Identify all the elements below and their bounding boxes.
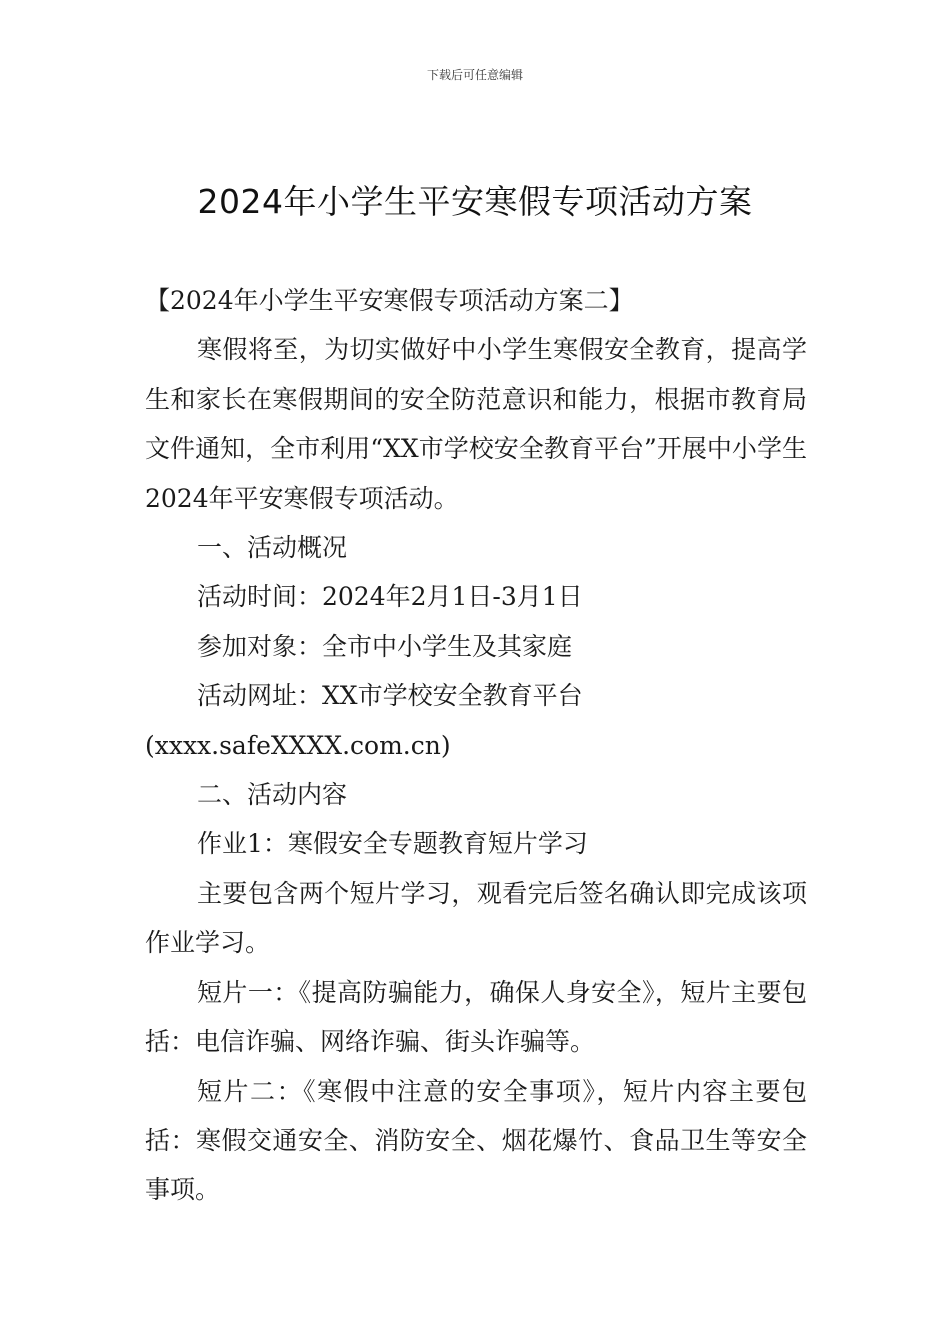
activity-time: 活动时间：2024年2月1日-3月1日	[197, 582, 583, 612]
film2-paragraph: 短片二：《寒假中注意的安全事项》，短片内容主要包括：寒假交通安全、消防安全、烟花爆竹、食品卫生等安全事项。	[145, 1076, 807, 1205]
activity-site: 活动网址：XX市学校安全教育平台	[197, 681, 583, 711]
subtitle: 【2024年小学生平安寒假专项活动方案二】	[145, 286, 634, 315]
intro-paragraph: 寒假将至，为切实做好中小学生寒假安全教育，提高学生和家长在寒假期间的安全防范意识和能力，根据市教育局文件通知，全市利用“XX市学校安全教育平台”开展中小学生2024年平安寒假专项活动。	[145, 335, 807, 513]
header-note: 下载后可任意编辑	[426, 68, 523, 82]
section2-heading: 二、活动内容	[197, 780, 348, 810]
document-title: 2024年小学生平安寒假专项活动方案	[197, 182, 753, 221]
task1-description: 主要包含两个短片学习，观看完后签名确认即完成该项作业学习。	[145, 878, 807, 958]
activity-url: (xxxx.safeXXXX.com.cn)	[145, 730, 451, 760]
film1-paragraph: 短片一：《提高防骗能力，确保人身安全》，短片主要包括：电信诈骗、网络诈骗、街头诈骗等。	[145, 977, 807, 1057]
task1-title: 作业1：寒假安全专题教育短片学习	[197, 829, 588, 859]
activity-audience: 参加对象：全市中小学生及其家庭	[197, 631, 573, 661]
document-body	[145, 276, 807, 1215]
section1-heading: 一、活动概况	[197, 533, 348, 563]
